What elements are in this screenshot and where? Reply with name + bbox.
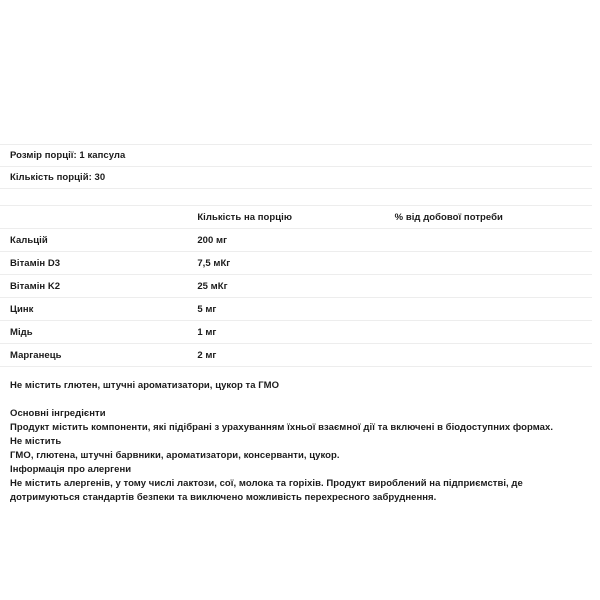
column-header-name <box>0 206 197 229</box>
nutrient-daily <box>395 229 592 252</box>
table-row <box>0 229 592 252</box>
allergen-info-heading: Інформація про алергени <box>10 464 132 475</box>
table-row <box>0 252 592 275</box>
nutrient-daily <box>395 298 592 321</box>
table-gap-cell <box>0 189 592 206</box>
nutrient-amount: 200 мг <box>197 229 394 252</box>
nutrient-name: Вітамін K2 <box>0 275 197 298</box>
nutrient-amount: 1 мг <box>197 321 394 344</box>
nutrient-amount: 2 мг <box>197 344 394 367</box>
nutrient-amount: 5 мг <box>197 298 394 321</box>
main-ingredients-body: Продукт містить компоненти, які підібрані з урахуванням їхньої взаємної дії та включені в біодоступних формах. <box>10 422 554 433</box>
nutrient-name: Марганець <box>0 344 197 367</box>
table-row <box>0 344 592 367</box>
facts-table-header-row <box>0 206 592 229</box>
supplement-facts-table <box>0 144 592 367</box>
nutrient-daily <box>395 275 592 298</box>
serving-size-label: Розмір порції: 1 капсула <box>0 145 592 167</box>
servings-per-container-label: Кількість порцій: 30 <box>0 167 592 189</box>
table-row <box>0 298 592 321</box>
servings-per-container-row <box>0 167 592 189</box>
table-row <box>0 321 592 344</box>
serving-size-row <box>0 145 592 167</box>
nutrient-name: Цинк <box>0 298 197 321</box>
table-gap-row <box>0 189 592 206</box>
nutrient-name: Вітамін D3 <box>0 252 197 275</box>
nutrient-name: Мідь <box>0 321 197 344</box>
table-row <box>0 275 592 298</box>
nutrient-daily <box>395 252 592 275</box>
column-header-percent-daily-value: % від добової потреби <box>395 206 592 229</box>
does-not-contain-body: ГМО, глютена, штучні барвники, ароматизатори, консерванти, цукор. <box>10 450 340 461</box>
nutrient-daily <box>395 344 592 367</box>
does-not-contain-heading: Не містить <box>10 436 62 447</box>
nutrient-name: Кальцій <box>0 229 197 252</box>
column-header-amount-per-serving: Кількість на порцію <box>197 206 394 229</box>
free-from-statement: Не містить глютен, штучні ароматизатори, цукор та ГМО <box>10 380 280 391</box>
top-spacer <box>0 0 600 144</box>
facts-table-body <box>0 145 592 367</box>
product-notes <box>0 379 600 505</box>
nutrient-daily <box>395 321 592 344</box>
allergen-info-body: Не містить алергенів, у тому числі лактози, сої, молока та горіхів. Продукт вироблений на підприємстві, де дотримуються стандартів безпеки та виключено можливість перехресного забруднення. <box>10 478 523 503</box>
main-ingredients-block <box>10 407 590 505</box>
main-ingredients-heading: Основні інгредієнти <box>10 408 106 419</box>
nutrient-amount: 7,5 мКг <box>197 252 394 275</box>
nutrient-amount: 25 мКг <box>197 275 394 298</box>
